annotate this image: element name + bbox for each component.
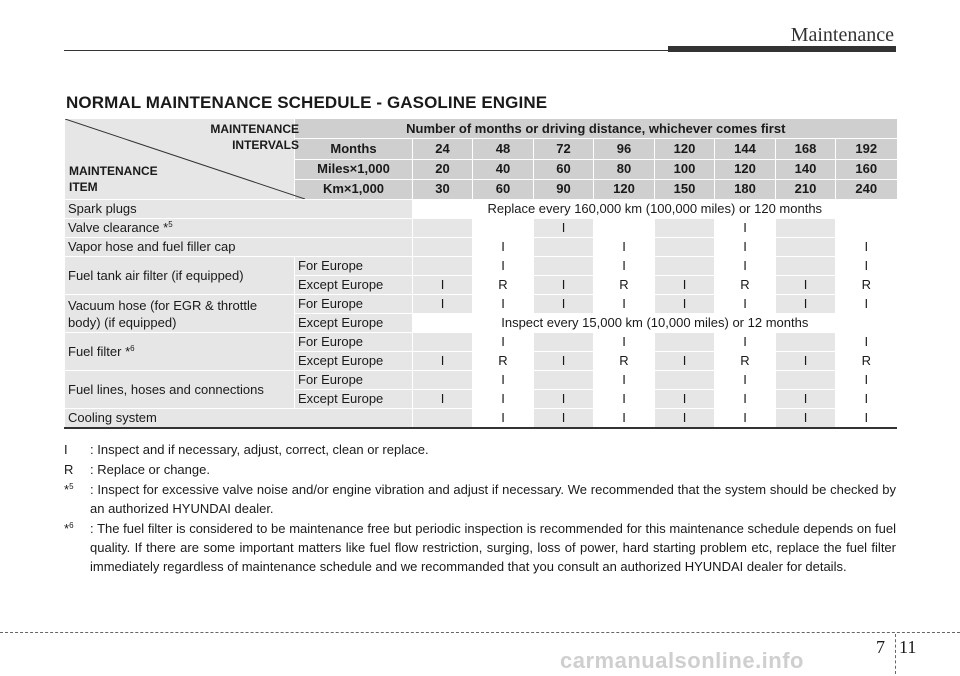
- page-header-title: Maintenance: [790, 24, 894, 46]
- months-label: Months: [295, 139, 413, 159]
- table-cell: I: [534, 352, 594, 371]
- table-cell: [655, 257, 715, 276]
- table-cell: [413, 238, 473, 257]
- table-cell: 192: [836, 139, 897, 159]
- table-cell: [594, 219, 655, 238]
- table-cell: I: [413, 352, 473, 371]
- table-cell: [776, 371, 836, 390]
- table-row: [65, 333, 897, 352]
- table-header-row: [65, 119, 897, 139]
- table-cell: R: [715, 276, 776, 295]
- table-cell: I: [473, 295, 534, 314]
- table-cell: 96: [594, 139, 655, 159]
- table-cell: 140: [776, 159, 836, 179]
- note-replace: [64, 460, 896, 479]
- note-key: *$^5$: [64, 482, 74, 497]
- table-cell: [413, 409, 473, 429]
- table-cell: I: [594, 295, 655, 314]
- table-cell: 60: [534, 159, 594, 179]
- sub-label-for-europe: For Europe: [295, 295, 413, 314]
- row-label-valve-clearance: Valve clearance *$^5$: [65, 219, 413, 238]
- table-cell: I: [836, 238, 897, 257]
- table-cell: [413, 219, 473, 238]
- table-cell: I: [836, 295, 897, 314]
- table-cell: 210: [776, 179, 836, 199]
- note-text: : The fuel filter is considered to be maintenance free but periodic inspection is recommended for this maintenance schedule depends on fuel quality. If there are some important matters like fuel flow restriction, surging, loss of power, hard starting problem etc, replace the fuel filter immediately regardless of maintenance schedule and we recommanded that you consult an authorized HYUNDAI dealer for details.: [90, 521, 896, 574]
- sub-label-except-europe: Except Europe: [295, 352, 413, 371]
- corner-item-label: MAINTENANCE ITEM: [69, 164, 158, 194]
- table-cell: I: [776, 390, 836, 409]
- table-cell: 240: [836, 179, 897, 199]
- table-cell: [655, 371, 715, 390]
- table-cell: I: [776, 352, 836, 371]
- table-cell: I: [534, 409, 594, 429]
- table-cell: R: [473, 352, 534, 371]
- table-cell: I: [836, 257, 897, 276]
- sub-label-for-europe: For Europe: [295, 257, 413, 276]
- table-cell: [534, 333, 594, 352]
- table-cell: 180: [715, 179, 776, 199]
- vacuum-hose-except-europe-note: Inspect every 15,000 km (10,000 miles) or 12 months: [413, 314, 897, 333]
- table-cell: I: [413, 390, 473, 409]
- table-cell: 90: [534, 179, 594, 199]
- row-label-fuel-tank-air-filter: Fuel tank air filter (if equipped): [65, 257, 295, 295]
- table-cell: 60: [473, 179, 534, 199]
- table-cell: [473, 219, 534, 238]
- table-cell: I: [715, 390, 776, 409]
- table-row: [65, 409, 897, 429]
- table-cell: I: [715, 295, 776, 314]
- table-cell: [655, 333, 715, 352]
- table-cell: I: [473, 409, 534, 429]
- table-cell: 120: [594, 179, 655, 199]
- table-cell: [413, 257, 473, 276]
- table-cell: I: [715, 333, 776, 352]
- table-cell: [776, 219, 836, 238]
- row-label-vacuum-hose: Vacuum hose (for EGR & throttle body) (if equipped): [65, 295, 295, 333]
- table-cell: I: [534, 295, 594, 314]
- table-cell: I: [776, 276, 836, 295]
- miles-label: Miles×1,000: [295, 159, 413, 179]
- table-cell: I: [776, 409, 836, 429]
- table-cell: 80: [594, 159, 655, 179]
- sub-label-except-europe: Except Europe: [295, 276, 413, 295]
- sub-label-for-europe: For Europe: [295, 371, 413, 390]
- table-cell: [413, 333, 473, 352]
- table-cell: I: [473, 257, 534, 276]
- table-row: [65, 295, 897, 314]
- table-row: [65, 200, 897, 219]
- table-cell: I: [413, 295, 473, 314]
- table-cell: I: [534, 390, 594, 409]
- note-key: R: [64, 462, 74, 477]
- table-cell: 100: [655, 159, 715, 179]
- table-row: [65, 238, 897, 257]
- span-header: Number of months or driving distance, whichever comes first: [295, 119, 897, 139]
- table-cell: R: [836, 276, 897, 295]
- table-cell: R: [594, 352, 655, 371]
- table-cell: I: [776, 295, 836, 314]
- note-text: : Inspect and if necessary, adjust, correct, clean or replace.: [90, 442, 429, 457]
- table-cell: 160: [836, 159, 897, 179]
- corner-intervals-label: MAINTENANCE INTERVALS: [210, 122, 299, 152]
- table-cell: R: [715, 352, 776, 371]
- table-cell: [776, 333, 836, 352]
- table-cell: I: [655, 390, 715, 409]
- table-cell: 48: [473, 139, 534, 159]
- page-number: 11: [899, 637, 917, 657]
- table-cell: I: [715, 238, 776, 257]
- note-text: : Replace or change.: [90, 462, 210, 477]
- notes-section: [64, 440, 896, 577]
- table-cell: [534, 238, 594, 257]
- table-cell: [534, 257, 594, 276]
- watermark-text: carmanualsonline.info: [560, 648, 804, 673]
- note-inspect: [64, 440, 896, 459]
- table-cell: R: [836, 352, 897, 371]
- table-cell: [655, 219, 715, 238]
- table-cell: 144: [715, 139, 776, 159]
- table-cell: [413, 371, 473, 390]
- table-cell: R: [594, 276, 655, 295]
- row-label-cooling-system: Cooling system: [65, 409, 413, 429]
- sub-label-except-europe: Except Europe: [295, 390, 413, 409]
- note-key: *$^6$: [64, 521, 74, 536]
- note-fuel-filter: [64, 519, 896, 576]
- table-cell: I: [413, 276, 473, 295]
- table-cell: I: [836, 390, 897, 409]
- table-cell: I: [473, 390, 534, 409]
- header-bar: [668, 46, 896, 52]
- table-cell: I: [715, 257, 776, 276]
- table-cell: 20: [413, 159, 473, 179]
- table-cell: [655, 238, 715, 257]
- note-valve-noise: [64, 480, 896, 518]
- table-row: [65, 219, 897, 238]
- table-cell: I: [534, 276, 594, 295]
- footer-divider: [0, 632, 960, 633]
- table-cell: I: [715, 409, 776, 429]
- table-cell: [836, 219, 897, 238]
- row-label-vapor-hose: Vapor hose and fuel filler cap: [65, 238, 413, 257]
- header-rule: [64, 50, 669, 51]
- table-cell: I: [655, 276, 715, 295]
- table-cell: I: [594, 333, 655, 352]
- page-section-number: 7: [876, 637, 885, 657]
- table-cell: 72: [534, 139, 594, 159]
- table-cell: I: [594, 257, 655, 276]
- row-label-fuel-lines: Fuel lines, hoses and connections: [65, 371, 295, 409]
- table-cell: [534, 371, 594, 390]
- sub-label-except-europe: Except Europe: [295, 314, 413, 333]
- table-cell: [776, 257, 836, 276]
- table-cell: 150: [655, 179, 715, 199]
- table-cell: I: [836, 333, 897, 352]
- table-cell: [776, 238, 836, 257]
- table-cell: I: [836, 371, 897, 390]
- row-label-fuel-filter: Fuel filter *$^6$: [65, 333, 295, 371]
- sub-label-for-europe: For Europe: [295, 333, 413, 352]
- table-cell: I: [655, 409, 715, 429]
- table-cell: I: [836, 409, 897, 429]
- table-cell: 168: [776, 139, 836, 159]
- table-cell: R: [473, 276, 534, 295]
- table-row: [65, 371, 897, 390]
- table-cell: I: [473, 371, 534, 390]
- table-cell: I: [715, 219, 776, 238]
- table-cell: 120: [655, 139, 715, 159]
- table-cell: I: [655, 295, 715, 314]
- note-key: I: [64, 442, 68, 457]
- note-text: : Inspect for excessive valve noise and/or engine vibration and adjust if necessary. We recommended that the system should be checked by an authorized HYUNDAI dealer.: [90, 482, 896, 516]
- table-cell: I: [534, 219, 594, 238]
- table-cell: 30: [413, 179, 473, 199]
- table-cell: I: [473, 333, 534, 352]
- footer-page-divider: [895, 634, 896, 674]
- table-cell: 120: [715, 159, 776, 179]
- table-cell: I: [715, 371, 776, 390]
- km-label: Km×1,000: [295, 179, 413, 199]
- section-title: NORMAL MAINTENANCE SCHEDULE - GASOLINE ENGINE: [66, 93, 548, 112]
- table-cell: 24: [413, 139, 473, 159]
- table-corner-cell: [65, 119, 299, 200]
- row-label-spark-plugs: Spark plugs: [65, 200, 413, 219]
- table-cell: I: [594, 390, 655, 409]
- spark-plugs-note: Replace every 160,000 km (100,000 miles) or 120 months: [413, 200, 897, 219]
- table-row: [65, 257, 897, 276]
- table-cell: I: [473, 238, 534, 257]
- table-cell: I: [594, 371, 655, 390]
- table-cell: 40: [473, 159, 534, 179]
- table-cell: I: [594, 238, 655, 257]
- table-cell: I: [594, 409, 655, 429]
- maintenance-schedule-table: [64, 118, 897, 429]
- table-cell: I: [655, 352, 715, 371]
